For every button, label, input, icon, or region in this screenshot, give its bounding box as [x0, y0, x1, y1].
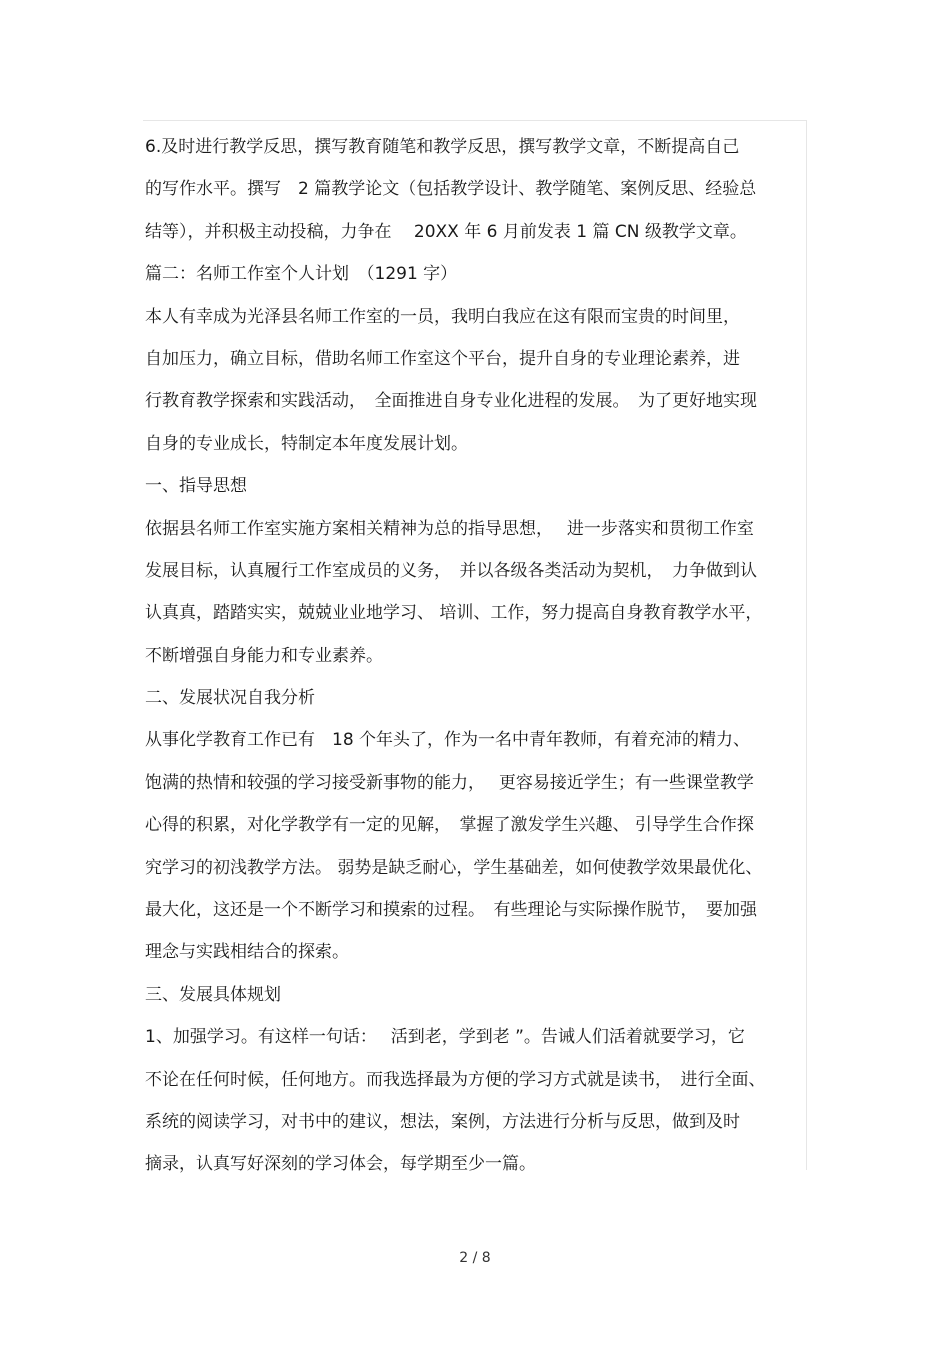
text-line: 摘录，认真写好深刻的学习体会，每学期至少一篇。 — [145, 1154, 536, 1175]
text-line: 行教育教学探索和实践活动， 全面推进自身专业化进程的发展。 为了更好地实现 — [145, 391, 757, 412]
text-line: 二、发展状况自我分析 — [145, 688, 315, 709]
text-line: 系统的阅读学习，对书中的建议，想法，案例，方法进行分析与反思，做到及时 — [145, 1111, 740, 1132]
text-line: 6.及时进行教学反思，撰写教育随笔和教学反思，撰写教学文章，不断提高自己 — [145, 137, 740, 157]
text-line: 自身的专业成长，特制定本年度发展计划。 — [145, 433, 468, 454]
page-number: 2 / 8 — [459, 1250, 491, 1266]
text-line: 认真真，踏踏实实，兢兢业业地学习、 培训、工作，努力提高自身教育教学水平， — [145, 603, 763, 624]
text-line: 究学习的初浅教学方法。 弱势是缺乏耐心，学生基础差，如何使教学效果最优化、 — [145, 857, 763, 878]
text-line: 自加压力，确立目标，借助名师工作室这个平台，提升自身的专业理论素养，进 — [145, 348, 740, 369]
text-line: 依据县名师工作室实施方案相关精神为总的指导思想， 进一步落实和贯彻工作室 — [145, 518, 754, 539]
text-line: 最大化，这还是一个不断学习和摸索的过程。 有些理论与实际操作脱节， 要加强 — [145, 900, 757, 921]
text-line: 的写作水平。撰写 2 篇教学论文（包括教学设计、教学随笔、案例反思、经验总 — [145, 179, 757, 200]
text-line: 结等），并积极主动投稿，力争在 20XX 年 6 月前发表 1 篇 CN 级教学文章。 — [145, 221, 747, 242]
text-line: 本人有幸成为光泽县名师工作室的一员，我明白我应在这有限而宝贵的时间里， — [145, 306, 740, 327]
text-line: 篇二：名师工作室个人计划 （1291 字） — [145, 264, 458, 285]
text-line: 不论在任何时候，任何地方。而我选择最为方便的学习方式就是读书， 进行全面、 — [145, 1069, 766, 1090]
text-line: 不断增强自身能力和专业素养。 — [145, 645, 383, 666]
text-line: 1、加强学习。有这样一句话： 活到老，学到老 ”。告诫人们活着就要学习，它 — [145, 1027, 745, 1048]
text-line: 从事化学教育工作已有 18 个年头了，作为一名中青年教师，有着充沛的精力、 — [145, 730, 751, 751]
text-line: 发展目标，认真履行工作室成员的义务， 并以各级各类活动为契机， 力争做到认 — [145, 560, 757, 581]
text-line: 三、发展具体规划 — [145, 984, 281, 1005]
text-line: 饱满的热情和较强的学习接受新事物的能力， 更容易接近学生；有一些课堂教学 — [145, 772, 754, 793]
text-line: 理念与实践相结合的探索。 — [145, 942, 349, 963]
text-line: 心得的积累，对化学教学有一定的见解， 掌握了激发学生兴趣、 引导学生合作探 — [145, 815, 754, 836]
document-body — [145, 126, 810, 1186]
text-line: 一、指导思想 — [145, 476, 247, 497]
